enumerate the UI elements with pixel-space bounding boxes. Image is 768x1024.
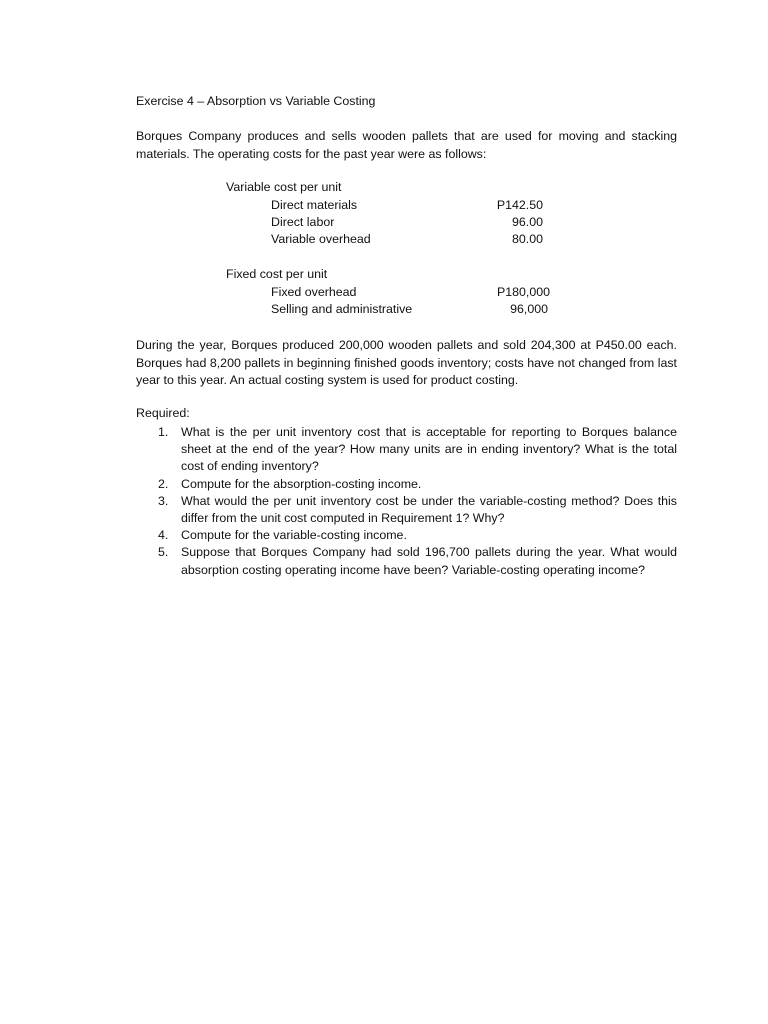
- list-item: [136, 493, 677, 527]
- cost-item-value: 80.00: [511, 232, 543, 246]
- required-list: [136, 424, 677, 579]
- cost-item-label: Direct materials: [271, 198, 358, 212]
- list-item-text: Compute for the absorption-costing income.: [181, 476, 422, 491]
- cost-item-label: Fixed overhead: [271, 285, 357, 299]
- cost-item-value: P180,000: [496, 285, 550, 299]
- cost-item-value: 96.00: [511, 215, 543, 229]
- list-item-number: 2.: [158, 476, 169, 491]
- cost-item-label: Selling and administrative: [271, 302, 413, 316]
- facts-paragraph: During the year, Borques produced 200,000 wooden pallets and sold 204,300 at P450.00 each. Borques had 8,200 pallets in beginning finished goods inventory; costs have not changed from last year to this year. An actual costing system is used for product costing.: [136, 338, 677, 387]
- intro-paragraph: Borques Company produces and sells wooden pallets that are used for moving and stacking materials. The operating costs for the past year were as follows:: [136, 129, 677, 161]
- fixed-cost-heading: Fixed cost per unit: [226, 267, 328, 281]
- cost-item-value: 96,000: [510, 302, 548, 316]
- list-item-number: 4.: [158, 528, 169, 543]
- list-item-text: Suppose that Borques Company had sold 196,700 pallets during the year. What would absorption costing operating income have been? Variable-costing operating income?: [181, 545, 677, 577]
- list-item: [136, 424, 677, 476]
- list-item-text: What would the per unit inventory cost be under the variable-costing method? Does this differ from the unit cost computed in Requirement 1? Why?: [181, 493, 677, 526]
- list-item: [136, 544, 677, 578]
- list-item-text: What is the per unit inventory cost that is acceptable for reporting to Borques balance sheet at the end of the year? How many units are in ending inventory? What is the total cost of ending inventory?: [181, 425, 677, 474]
- list-item-number: 1.: [158, 425, 169, 439]
- list-item-text: Compute for the variable-costing income.: [181, 528, 407, 543]
- cost-item-value: P142.50: [496, 198, 543, 212]
- exercise-title: Exercise 4 – Absorption vs Variable Costing: [136, 94, 376, 108]
- list-item-number: 5.: [158, 545, 169, 560]
- list-item: [136, 476, 677, 493]
- variable-cost-heading: Variable cost per unit: [226, 180, 342, 194]
- cost-item-label: Direct labor: [271, 215, 335, 229]
- list-item: [136, 527, 677, 544]
- required-heading: Required:: [136, 406, 190, 420]
- list-item-number: 3.: [158, 493, 169, 508]
- cost-item-label: Variable overhead: [271, 232, 371, 246]
